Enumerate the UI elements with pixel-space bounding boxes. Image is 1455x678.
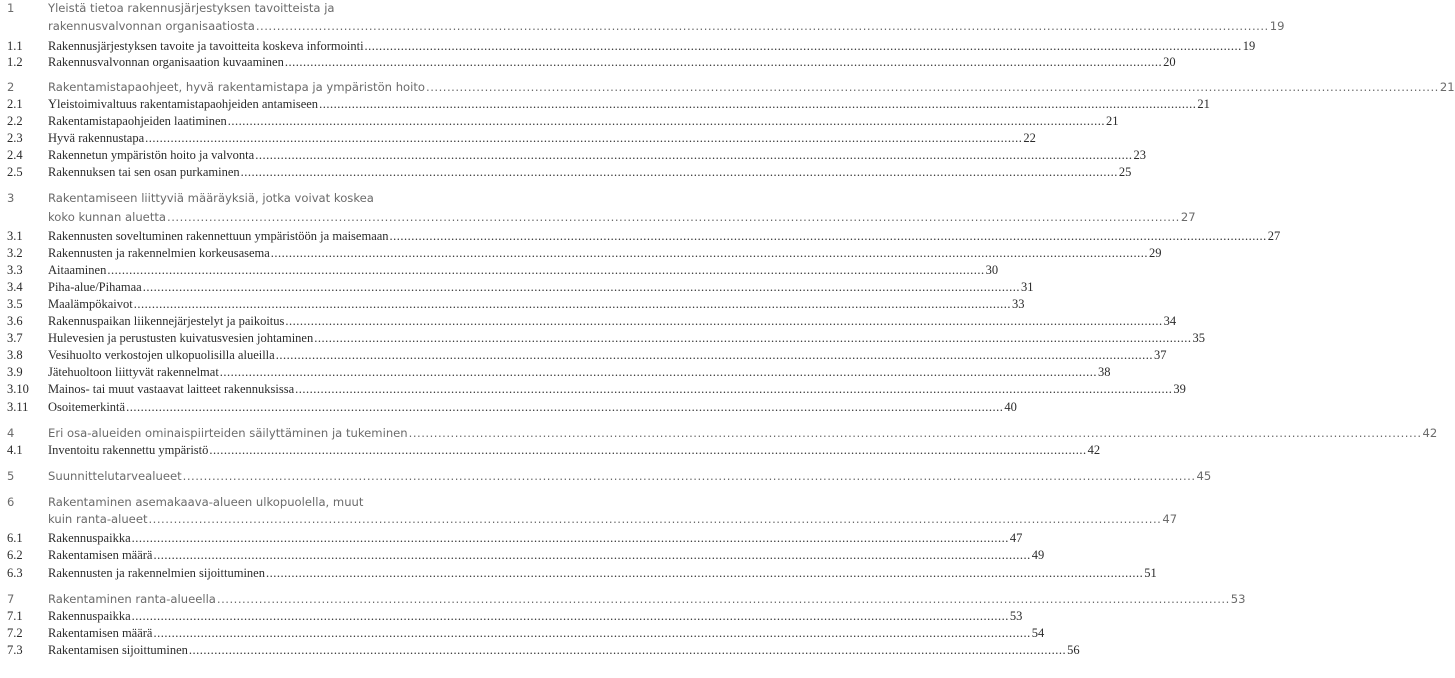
toc-entry-title-first-line: Yleistä tietoa rakennusjärjestyksen tavoitteista ja (48, 1, 335, 15)
toc-entry-title: Maalämpökaivot (48, 297, 133, 311)
toc-entry-title: Rakentaminen ranta-alueella (48, 592, 216, 606)
toc-entry-title: Rakennuspaikka (48, 609, 131, 623)
dot-leader (143, 279, 1020, 296)
toc-entry-number: 6.2 (7, 548, 23, 562)
toc-page-number: 53 (1009, 609, 1023, 623)
toc-entry-title: rakennusvalvonnan organisaatiosta (48, 19, 255, 33)
dot-leader (314, 330, 1191, 347)
toc-entry-title: Rakennuspaikka (48, 531, 131, 545)
toc-entry-line (48, 330, 1205, 347)
toc-entry-title: Rakennuksen tai sen osan purkaminen (48, 165, 240, 179)
toc-entry-line (48, 399, 1017, 416)
dot-leader (295, 381, 1172, 398)
dot-leader (217, 591, 1230, 608)
toc-entry-title: Hulevesien ja perustusten kuivatusvesien johtaminen (48, 331, 314, 345)
toc-page-number: 40 (1004, 400, 1017, 414)
toc-entry-title: Rakennusten ja rakennelmien sijoittuminen (48, 566, 265, 580)
toc-entry-number: 2 (7, 80, 15, 94)
dot-leader (319, 96, 1196, 113)
dot-leader (241, 164, 1118, 181)
toc-entry-line (48, 547, 1045, 564)
toc-entry-number: 4 (7, 426, 15, 440)
toc-entry-line (48, 79, 1455, 96)
toc-entry-line (48, 296, 1025, 313)
toc-entry-title: koko kunnan aluetta (48, 210, 167, 224)
toc-page-number: 49 (1031, 548, 1045, 562)
toc-entry-number: 3 (7, 191, 15, 205)
toc-entry-line (48, 245, 1162, 262)
toc-page-number: 21 (1197, 97, 1210, 111)
toc-page-number: 21 (1106, 114, 1119, 128)
dot-leader (390, 228, 1267, 245)
toc-entry-number: 3.7 (7, 331, 23, 345)
toc-page-number: 31 (1020, 280, 1034, 294)
toc-entry-title: Yleistoimivaltuus rakentamistapaohjeiden antamiseen (48, 97, 319, 111)
toc-page-number: 22 (1023, 131, 1036, 145)
toc-entry-number: 7.1 (7, 609, 23, 623)
toc-entry-number: 3.4 (7, 280, 23, 294)
toc-entry-line (48, 642, 1080, 659)
toc-page-number: 51 (1144, 566, 1157, 580)
toc-entry-title: Hyvä rakennustapa (48, 131, 145, 145)
toc-entry-line (48, 530, 1023, 547)
dot-leader (256, 18, 1269, 35)
dot-leader (153, 547, 1030, 564)
toc-entry-number: 2.5 (7, 165, 23, 179)
toc-entry-title: Vesihuolto verkostojen ulkopuolisilla alueilla (48, 348, 275, 362)
dot-leader (276, 347, 1153, 364)
dot-leader (255, 147, 1132, 164)
toc-page-number: 30 (985, 263, 999, 277)
toc-page-number: 27 (1180, 210, 1196, 224)
dot-leader (285, 313, 1162, 330)
toc-page-number: 42 (1422, 426, 1438, 440)
toc-entry-line (48, 442, 1101, 459)
toc-entry-number: 6.3 (7, 566, 23, 580)
toc-page-number: 34 (1163, 314, 1177, 328)
toc-entry-line (48, 209, 1196, 226)
dot-leader (167, 209, 1180, 226)
toc-entry-title-first-line: Rakentamiseen liittyviä määräyksiä, jotka voivat koskea (48, 191, 374, 205)
toc-entry-line (48, 262, 999, 279)
toc-entry-number: 1 (7, 1, 15, 15)
toc-entry-line (48, 565, 1157, 582)
toc-entry-title: Eri osa-alueiden ominaispiirteiden säilyttäminen ja tukeminen (48, 426, 408, 440)
dot-leader (189, 642, 1066, 659)
toc-entry-title: kuin ranta-alueet (48, 512, 148, 526)
toc-entry-number: 7.3 (7, 643, 23, 657)
toc-page-number: 20 (1163, 55, 1176, 69)
toc-entry-number: 3.9 (7, 365, 23, 379)
toc-entry-line (48, 130, 1036, 147)
toc-page-number: 53 (1230, 592, 1246, 606)
toc-entry-line (48, 54, 1176, 71)
dot-leader (107, 262, 984, 279)
dot-leader (183, 468, 1196, 485)
toc-page-number: 19 (1269, 19, 1285, 33)
toc-entry-line (48, 313, 1177, 330)
toc-entry-line (48, 279, 1034, 296)
toc-page-number: 35 (1192, 331, 1205, 345)
dot-leader (409, 425, 1422, 442)
dot-leader (134, 296, 1011, 313)
toc-entry-number: 2.4 (7, 148, 23, 162)
toc-entry-title: Osoitemerkintä (48, 400, 126, 414)
toc-page-number: 42 (1087, 443, 1101, 457)
toc-page-number: 47 (1162, 512, 1178, 526)
toc-entry-number: 3.11 (7, 400, 29, 414)
toc-entry-number: 4.1 (7, 443, 23, 457)
toc-entry-title: Suunnittelutarvealueet (48, 469, 182, 483)
toc-entry-line (48, 468, 1212, 485)
dot-leader (285, 54, 1162, 71)
toc-entry-number: 2.3 (7, 131, 23, 145)
dot-leader (153, 625, 1030, 642)
toc-entry-title-first-line: Rakentaminen asemakaava-alueen ulkopuolella, muut (48, 495, 364, 509)
toc-entry-number: 6 (7, 495, 15, 509)
toc-entry-title: Aitaaminen (48, 263, 107, 277)
toc-entry-number: 1.2 (7, 55, 23, 69)
toc-page-number: 45 (1196, 469, 1212, 483)
toc-page-number: 19 (1242, 39, 1256, 53)
toc-entry-line (48, 96, 1210, 113)
toc-entry-number: 2.2 (7, 114, 23, 128)
toc-entry-line (48, 164, 1132, 181)
dot-leader (149, 511, 1162, 528)
dot-leader (266, 565, 1143, 582)
toc-entry-line (48, 625, 1045, 642)
toc-entry-title: Rakennusjärjestyksen tavoite ja tavoitteita koskeva informointi (48, 39, 364, 53)
toc-entry-number: 3.3 (7, 263, 23, 277)
toc-entry-title: Rakentamisen määrä (48, 548, 153, 562)
dot-leader (271, 245, 1148, 262)
dot-leader (132, 530, 1009, 547)
toc-entry-line (48, 228, 1281, 245)
toc-entry-title: Rakentamistapaohjeiden laatiminen (48, 114, 227, 128)
dot-leader (220, 364, 1097, 381)
toc-entry-number: 2.1 (7, 97, 23, 111)
toc-entry-title: Jätehuoltoon liittyvät rakennelmat (48, 365, 219, 379)
toc-entry-line (48, 38, 1256, 55)
dot-leader (228, 113, 1105, 130)
dot-leader (145, 130, 1022, 147)
toc-page-number: 47 (1009, 531, 1023, 545)
toc-page-number: 23 (1133, 148, 1146, 162)
toc-page-number: 39 (1173, 382, 1186, 396)
toc-entry-number: 7.2 (7, 626, 23, 640)
dot-leader (365, 38, 1242, 55)
toc-entry-title: Rakennuspaikan liikennejärjestelyt ja paikoitus (48, 314, 285, 328)
toc-entry-number: 7 (7, 592, 15, 606)
dot-leader (209, 442, 1086, 459)
toc-page-number: 25 (1118, 165, 1132, 179)
toc-entry-line (48, 113, 1119, 130)
toc-entry-title: Rakennusten ja rakennelmien korkeusasema (48, 246, 270, 260)
toc-entry-title: Rakentamistapaohjeet, hyvä rakentamistapa ja ympäristön hoito (48, 80, 426, 94)
dot-leader (132, 608, 1009, 625)
toc-entry-line (48, 591, 1246, 608)
toc-page-number: 37 (1153, 348, 1167, 362)
toc-entry-number: 3.8 (7, 348, 23, 362)
toc-entry-line (48, 364, 1111, 381)
toc-entry-line (48, 511, 1178, 528)
toc-page-number: 33 (1011, 297, 1025, 311)
toc-entry-number: 3.6 (7, 314, 23, 328)
toc-entry-title: Mainos- tai muut vastaavat laitteet rakennuksissa (48, 382, 295, 396)
toc-entry-line (48, 608, 1023, 625)
toc-entry-title: Rakennusten soveltuminen rakennettuun ympäristöön ja maisemaan (48, 229, 389, 243)
toc-page-number: 21 (1439, 80, 1455, 94)
toc-entry-line (48, 425, 1438, 442)
toc-entry-line (48, 347, 1167, 364)
toc-page-number: 38 (1098, 365, 1111, 379)
toc-entry-number: 3.5 (7, 297, 23, 311)
toc-page-number: 54 (1031, 626, 1045, 640)
toc-page-number: 27 (1267, 229, 1281, 243)
toc-entry-number: 3.1 (7, 229, 23, 243)
toc-entry-number: 1.1 (7, 39, 23, 53)
toc-entry-number: 5 (7, 469, 15, 483)
toc-entry-title: Inventoitu rakennettu ympäristö (48, 443, 209, 457)
toc-entry-line (48, 381, 1186, 398)
toc-page-number: 56 (1067, 643, 1080, 657)
toc-entry-title: Rakennetun ympäristön hoito ja valvonta (48, 148, 255, 162)
dot-leader (126, 399, 1003, 416)
toc-entry-number: 6.1 (7, 531, 23, 545)
toc-entry-title: Piha-alue/Pihamaa (48, 280, 142, 294)
toc-entry-title: Rakentamisen määrä (48, 626, 153, 640)
toc-page-number: 29 (1149, 246, 1162, 260)
toc-entry-number: 3.2 (7, 246, 23, 260)
toc-entry-line (48, 147, 1146, 164)
toc-entry-title: Rakentamisen sijoittuminen (48, 643, 188, 657)
toc-entry-line (48, 18, 1285, 35)
toc-entry-title: Rakennusvalvonnan organisaation kuvaaminen (48, 55, 284, 69)
toc-entry-number: 3.10 (7, 382, 29, 396)
dot-leader (426, 79, 1439, 96)
